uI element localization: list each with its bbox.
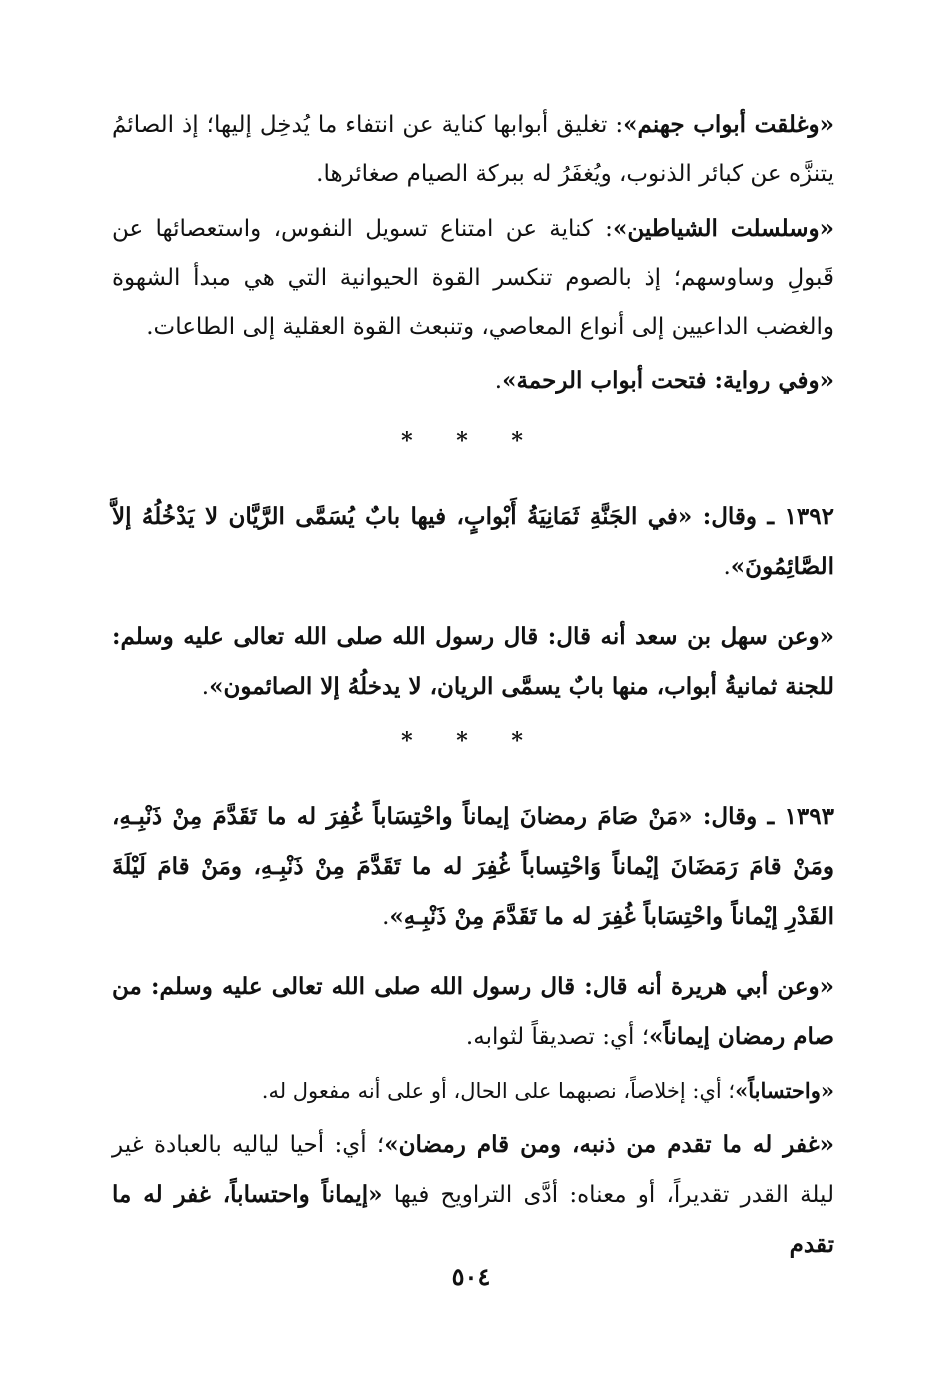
commentary-paragraph: [112, 612, 834, 712]
hadith-end: .: [382, 904, 390, 930]
commentary-paragraph: [112, 100, 834, 199]
quoted-phrase: «وغلقت أبواب جهنم»: [623, 111, 834, 138]
quoted-phrase: «وسلسلت الشياطين»: [612, 215, 834, 242]
commentary-paragraph: [112, 1120, 834, 1270]
commentary-text: .: [494, 368, 503, 394]
hadith-text: ١٣٩٣ ـ وقال: «مَنْ صَامَ رمضانَ إيماناً واحْتِسَاباً غُفِرَ له ما تَقَدَّمَ مِنْ ذَنْبِـهِ، ومَنْ قامَ رَمَضَانَ إيْماناً وَاحْتِساباً غُفِرَ له ما تَقَدَّمَ مِنْ ذَنْبِـهِ، ومَنْ قامَ لَيْلَةَ القَدْرِ إيْماناً واحْتِسَاباً غُفِرَ له ما تَقَدَّمَ مِنْ ذَنْبِـهِ»: [112, 803, 834, 930]
commentary-paragraph: [112, 204, 834, 352]
hadith-paragraph: [112, 792, 834, 942]
quoted-phrase: «وعن أبي هريرة أنه قال: قال رسول الله صلى الله تعالى عليه وسلم: من صام رمضان إيماناً»: [112, 973, 834, 1050]
commentary-paragraph: [112, 962, 834, 1062]
hadith-end: .: [723, 554, 731, 580]
commentary-paragraph: [112, 356, 834, 406]
commentary-paragraph: [112, 1066, 834, 1116]
commentary-text: : كناية عن امتناع تسويل النفوس، واستعصائها عن قَبولِ وساوسهم؛ إذ بالصوم تنكسر القوة الحيوانية التي هي مبدأ الشهوة والغضب الداعيين إلى أنواع المعاصي، وتنبعث القوة العقلية إلى الطاعات.: [112, 216, 834, 340]
quoted-phrase: «وعن سهل بن سعد أنه قال: قال رسول الله صلى الله تعالى عليه وسلم: للجنة ثمانيةُ أبواب، منها بابٌ يسمَّى الريان، لا يدخلُهُ إلا الصائمون»: [112, 623, 834, 700]
section-separator: * * *: [401, 728, 541, 754]
quoted-phrase: «غفر له ما تقدم من ذنبه، ومن قام رمضان»: [384, 1131, 835, 1158]
quoted-phrase: «واحتساباً»: [735, 1078, 834, 1103]
section-separator: * * *: [401, 428, 541, 454]
hadith-paragraph: [112, 492, 834, 592]
commentary-text: ؛ أي: أحيا لياليه بالعبادة غير ليلة القدر تقديراً، أو معناه: أدَّى التراويح فيها: [112, 1132, 834, 1208]
commentary-text: .: [201, 674, 210, 700]
hadith-text: ١٣٩٢ ـ وقال: «في الجَنَّةِ ثَمَانِيَةُ أَبْوابٍ، فيها بابٌ يُسَمَّى الرَّيَّان لا يَدْخُلُهُ إلاَّ الصَّائِمُونَ»: [112, 503, 834, 580]
commentary-text: : تغليق أبوابها كناية عن انتفاء ما يُدخِل إليها؛ إذ الصائمُ يتنزَّه عن كبائر الذنوب، ويُغفَرُ له ببركة الصيام صغائرها.: [112, 112, 834, 187]
page-number: ٥٠٤: [451, 1262, 491, 1291]
quoted-phrase: «وفي رواية: فتحت أبواب الرحمة»: [502, 367, 834, 394]
commentary-text: ؛ أي: تصديقاً لثوابه.: [465, 1024, 650, 1050]
quoted-phrase: «إيماناً واحتساباً، غفر له ما تقدم: [112, 1181, 834, 1258]
commentary-text: ؛ أي: إخلاصاً، نصبهما على الحال، أو على أنه مفعول له.: [261, 1079, 736, 1103]
